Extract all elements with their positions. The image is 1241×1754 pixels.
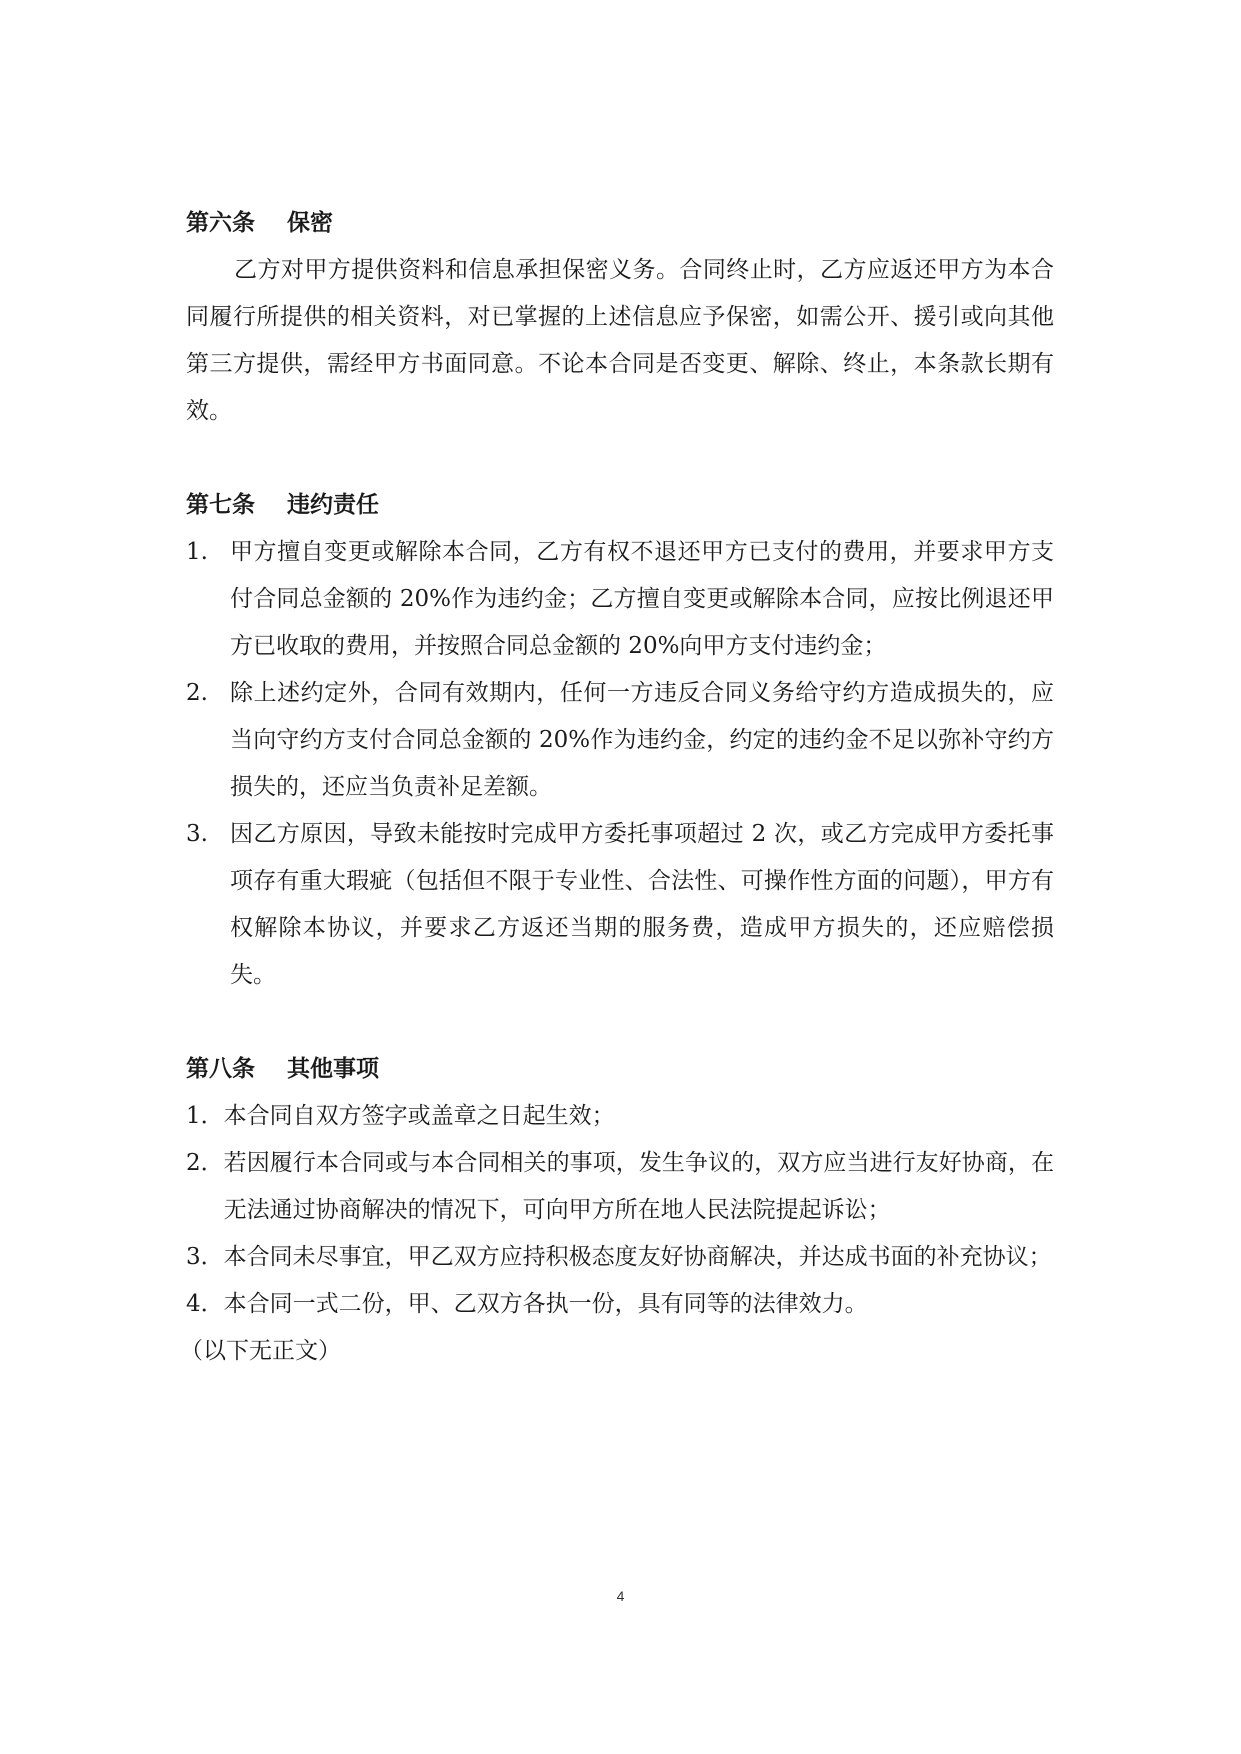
list-item-number: 2． (186, 1150, 224, 1176)
page-number: 4 (616, 1588, 625, 1604)
list-item-number: 3． (186, 1244, 224, 1270)
list-item-text: 甲方擅自变更或解除本合同，乙方有权不退还甲方已支付的费用，并要求甲方支付合同总金额的 20%作为违约金；乙方擅自变更或解除本合同，应按比例退还甲方已收取的费用，并按照合同总金额的 20%向甲方支付违约金； (230, 539, 1054, 659)
list-item-number: 2. (186, 680, 208, 706)
section-eight-heading: 第八条 其他事项 (186, 1056, 380, 1082)
list-item-text: 本合同一式二份，甲、乙双方各执一份，具有同等的法律效力。 (223, 1291, 868, 1317)
list-item-text: 因乙方原因，导致未能按时完成甲方委托事项超过 2 次，或乙方完成甲方委托事项存有重大瑕疵（包括但不限于专业性、合法性、可操作性方面的问题），甲方有权解除本协议，并要求乙方返还当期的服务费，造成甲方损失的，还应赔偿损失。 (230, 821, 1054, 988)
list-item-number: 4． (186, 1291, 224, 1317)
page-content (180, 200, 1054, 1375)
closing-note: （以下无正文） (180, 1338, 341, 1364)
list-item-text: 本合同未尽事宜，甲乙双方应持积极态度友好协商解决，并达成书面的补充协议； (223, 1244, 1052, 1270)
list-item (186, 1093, 1054, 1140)
list-item-text: 本合同自双方签字或盖章之日起生效； (223, 1103, 615, 1129)
section-spacer (186, 999, 1054, 1046)
section-seven-heading: 第七条 违约责任 (186, 492, 380, 518)
list-item-text: 若因履行本合同或与本合同相关的事项，发生争议的，双方应当进行友好协商，在无法通过协商解决的情况下，可向甲方所在地人民法院提起诉讼； (223, 1150, 1054, 1223)
list-item-number: 1． (186, 1103, 224, 1129)
list-item (186, 1281, 1054, 1328)
section-six-paragraph: 乙方对甲方提供资料和信息承担保密义务。合同终止时，乙方应返还甲方为本合同履行所提供的相关资料，对已掌握的上述信息应予保密，如需公开、援引或向其他第三方提供，需经甲方书面同意。不论本合同是否变更、解除、终止，本条款长期有效。 (186, 257, 1054, 424)
list-item-text: 除上述约定外，合同有效期内，任何一方违反合同义务给守约方造成损失的，应当向守约方支付合同总金额的 20%作为违约金，约定的违约金不足以弥补守约方损失的，还应当负责补足差额。 (230, 680, 1054, 800)
section-spacer (186, 435, 1054, 482)
list-item (186, 1234, 1054, 1281)
list-item-number: 3. (186, 821, 208, 847)
list-item (186, 811, 1054, 999)
list-item (186, 529, 1054, 670)
section-six-heading: 第六条 保密 (186, 210, 334, 236)
list-item (186, 670, 1054, 811)
list-item-number: 1. (186, 539, 208, 565)
list-item (186, 1140, 1054, 1234)
